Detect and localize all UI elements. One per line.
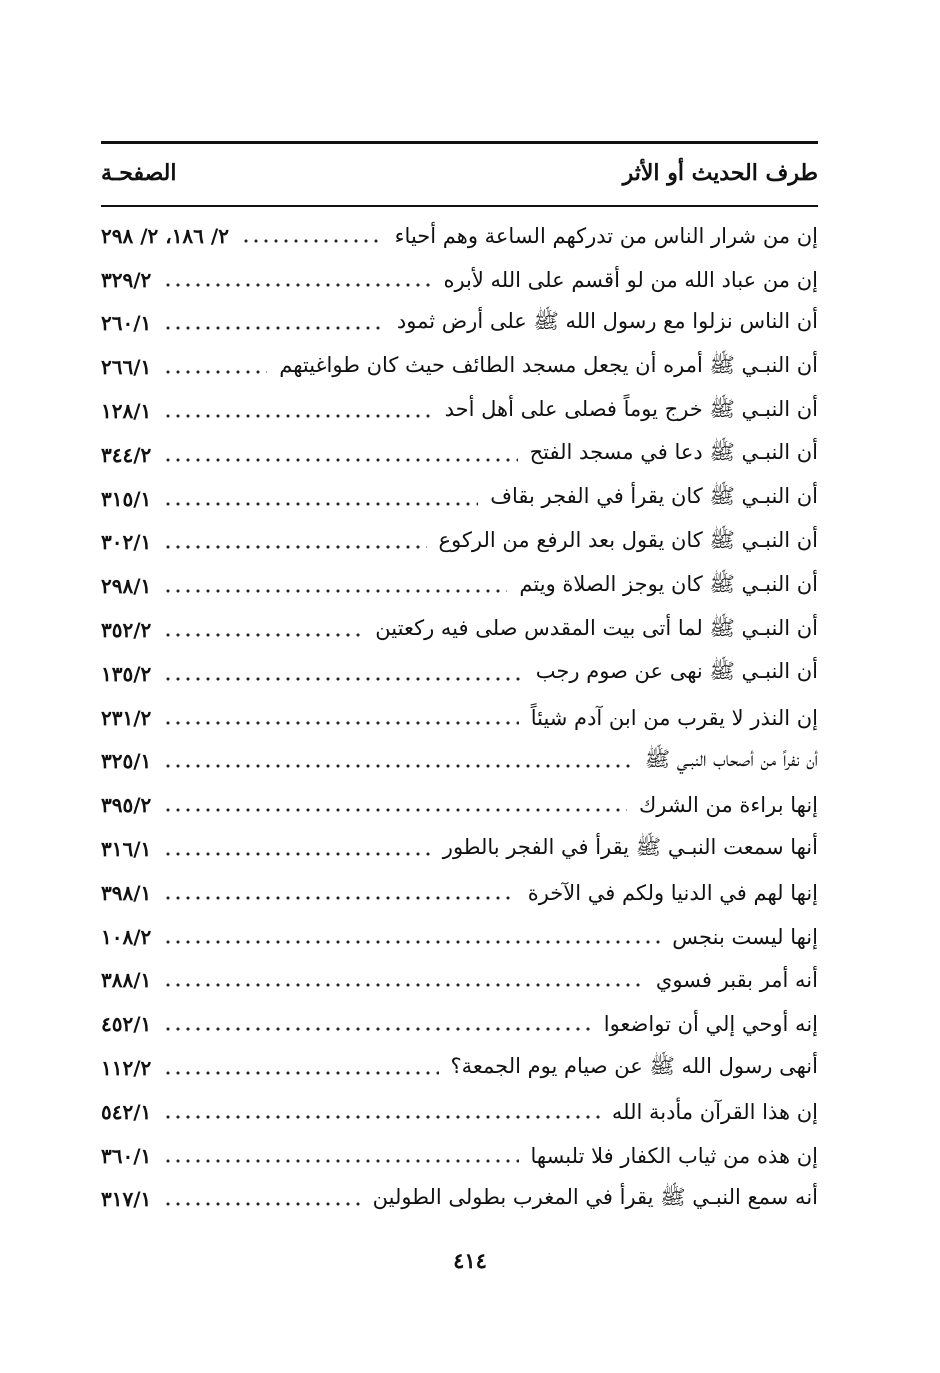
list-item <box>101 915 818 959</box>
entry-text: إن النذر لا يقرب من ابن آدم شيئاً <box>530 705 818 730</box>
entry-text: أن النبـي ﷺ خرج يوماً فصلى على أهل أحد <box>444 396 818 421</box>
dot-leader <box>163 587 507 595</box>
entry-page-reference: ١١٢/٢ <box>101 1056 152 1081</box>
list-item <box>101 477 818 521</box>
list-item <box>101 740 818 784</box>
entry-page-reference: ٣٩٨/١ <box>101 880 152 905</box>
entry-text: أن الناس نزلوا مع رسول الله ﷺ على أرض ثمود <box>396 308 818 333</box>
list-item <box>101 302 818 346</box>
dot-leader <box>163 456 517 464</box>
list-item <box>101 258 818 302</box>
list-item <box>101 652 818 696</box>
entry-text: أن النبـي ﷺ كان يقرأ في الفجر بقاف <box>490 484 818 509</box>
entry-text: أن نفراً من أصحاب النبـي ﷺ <box>644 746 818 771</box>
entry-text: أنه سمع النبـي ﷺ يقرأ في المغرب بطولى الطولين <box>372 1184 818 1209</box>
list-item <box>101 871 818 915</box>
dot-leader <box>163 938 660 946</box>
entry-page-reference: ٣١٧/١ <box>101 1187 152 1212</box>
entry-text: أن النبـي ﷺ كان يوجز الصلاة ويتم <box>519 571 818 596</box>
entry-page-reference: ٢٩٨/١ <box>101 574 152 599</box>
entry-page-reference: ٣٢٥/١ <box>101 749 152 774</box>
entry-page-reference: ١٣٥/٢ <box>101 661 152 686</box>
list-item <box>101 345 818 389</box>
entry-text: أن النبـي ﷺ لما أتى بيت المقدس صلى فيه ركعتين <box>375 615 818 640</box>
list-item <box>101 1002 818 1046</box>
entry-page-reference: ٣٩٥/٢ <box>101 793 152 818</box>
dot-leader <box>241 237 383 245</box>
entry-text: إنها ليست بنجس <box>672 924 818 949</box>
dot-leader <box>163 543 426 551</box>
entry-text: إن من عباد الله من لو أقسم على الله لأبره <box>443 267 818 292</box>
dot-leader <box>163 719 518 727</box>
entry-text: أن النبـي ﷺ نهى عن صوم رجب <box>535 659 818 684</box>
list-item <box>101 1090 818 1134</box>
dot-leader <box>163 762 632 770</box>
entry-text: أن النبـي ﷺ كان يقول بعد الرفع من الركوع <box>438 527 818 552</box>
entry-page-reference: ٣٨٨/١ <box>101 968 152 993</box>
entry-page-reference: ٣٢٩/٢ <box>101 267 152 292</box>
entry-text: إن هذا القرآن مأدبة الله <box>611 1099 818 1124</box>
dot-leader <box>163 1157 518 1165</box>
list-item <box>101 1134 818 1178</box>
entry-text: أنها سمعت النبـي ﷺ يقرأ في الفجر بالطور <box>442 834 818 859</box>
column-title-page: الصفحـة <box>101 160 177 186</box>
entry-page-reference: ٣٥٢/٢ <box>101 618 152 643</box>
entry-page-reference: ٣٦٠/١ <box>101 1143 152 1168</box>
entry-page-reference: ٢٦٠/١ <box>101 311 152 336</box>
dot-leader <box>163 1025 591 1033</box>
dot-leader <box>163 1200 360 1208</box>
column-title-hadith: طرف الحديث أو الأثر <box>622 160 818 186</box>
list-item <box>101 696 818 740</box>
dot-leader <box>163 281 431 289</box>
dot-leader <box>163 981 644 989</box>
table-header <box>101 150 818 196</box>
entry-page-reference: ١٠٨/٢ <box>101 924 152 949</box>
dot-leader <box>163 675 524 683</box>
entry-page-reference: ٢٣١/٢ <box>101 705 152 730</box>
dot-leader <box>163 850 431 858</box>
page-number: ٤١٤ <box>453 1248 487 1273</box>
list-item <box>101 1178 818 1222</box>
entry-text: إن من شرار الناس من تدركهم الساعة وهم أحياء <box>394 223 818 248</box>
dot-leader <box>163 1113 600 1121</box>
entry-page-reference: ٥٤٢/١ <box>101 1099 152 1124</box>
list-item <box>101 827 818 871</box>
list-item <box>101 389 818 433</box>
header-top-rule <box>101 141 818 144</box>
entry-page-reference: ٣١٥/١ <box>101 486 152 511</box>
dot-leader <box>163 324 385 332</box>
list-item <box>101 1046 818 1090</box>
entry-page-reference: ٣٠٢/١ <box>101 530 152 555</box>
dot-leader <box>163 500 478 508</box>
entry-text: أن النبـي ﷺ أمره أن يجعل مسجد الطائف حيث كان طواغيتهم <box>279 352 818 377</box>
entry-page-reference: ٣٤٤/٢ <box>101 442 152 467</box>
entry-page-reference: ٤٥٢/١ <box>101 1012 152 1037</box>
entry-text: أنهى رسول الله ﷺ عن صيام يوم الجمعة؟ <box>450 1053 818 1078</box>
dot-leader <box>163 368 267 376</box>
dot-leader <box>163 1069 438 1077</box>
list-item <box>101 521 818 565</box>
entry-page-reference: ١٢٨/١ <box>101 399 152 424</box>
dot-leader <box>163 412 432 420</box>
entry-text: إنه أوحي إلي أن تواضعوا <box>603 1012 818 1037</box>
list-item <box>101 783 818 827</box>
entry-text: أن النبـي ﷺ دعا في مسجد الفتح <box>529 440 818 465</box>
list-item <box>101 214 818 258</box>
entry-text: إنها لهم في الدنيا ولكم في الآخرة <box>527 880 818 905</box>
entry-page-reference: ٢/ ١٨٦، ٢/ ٢٩٨ <box>101 223 229 248</box>
header-bottom-rule <box>101 205 818 207</box>
entry-text: أنه أمر بقبر فسوي <box>655 968 818 993</box>
entry-text: إن هذه من ثياب الكفار فلا تلبسها <box>530 1143 818 1168</box>
entry-page-reference: ٣١٦/١ <box>101 837 152 862</box>
entry-text: إنها براءة من الشرك <box>638 793 818 818</box>
dot-leader <box>163 631 363 639</box>
list-item <box>101 433 818 477</box>
dot-leader <box>163 894 515 902</box>
entry-page-reference: ٢٦٦/١ <box>101 355 152 380</box>
dot-leader <box>163 806 627 814</box>
list-item <box>101 959 818 1003</box>
list-item <box>101 564 818 608</box>
list-item <box>101 608 818 652</box>
index-entries-list <box>101 214 818 1221</box>
